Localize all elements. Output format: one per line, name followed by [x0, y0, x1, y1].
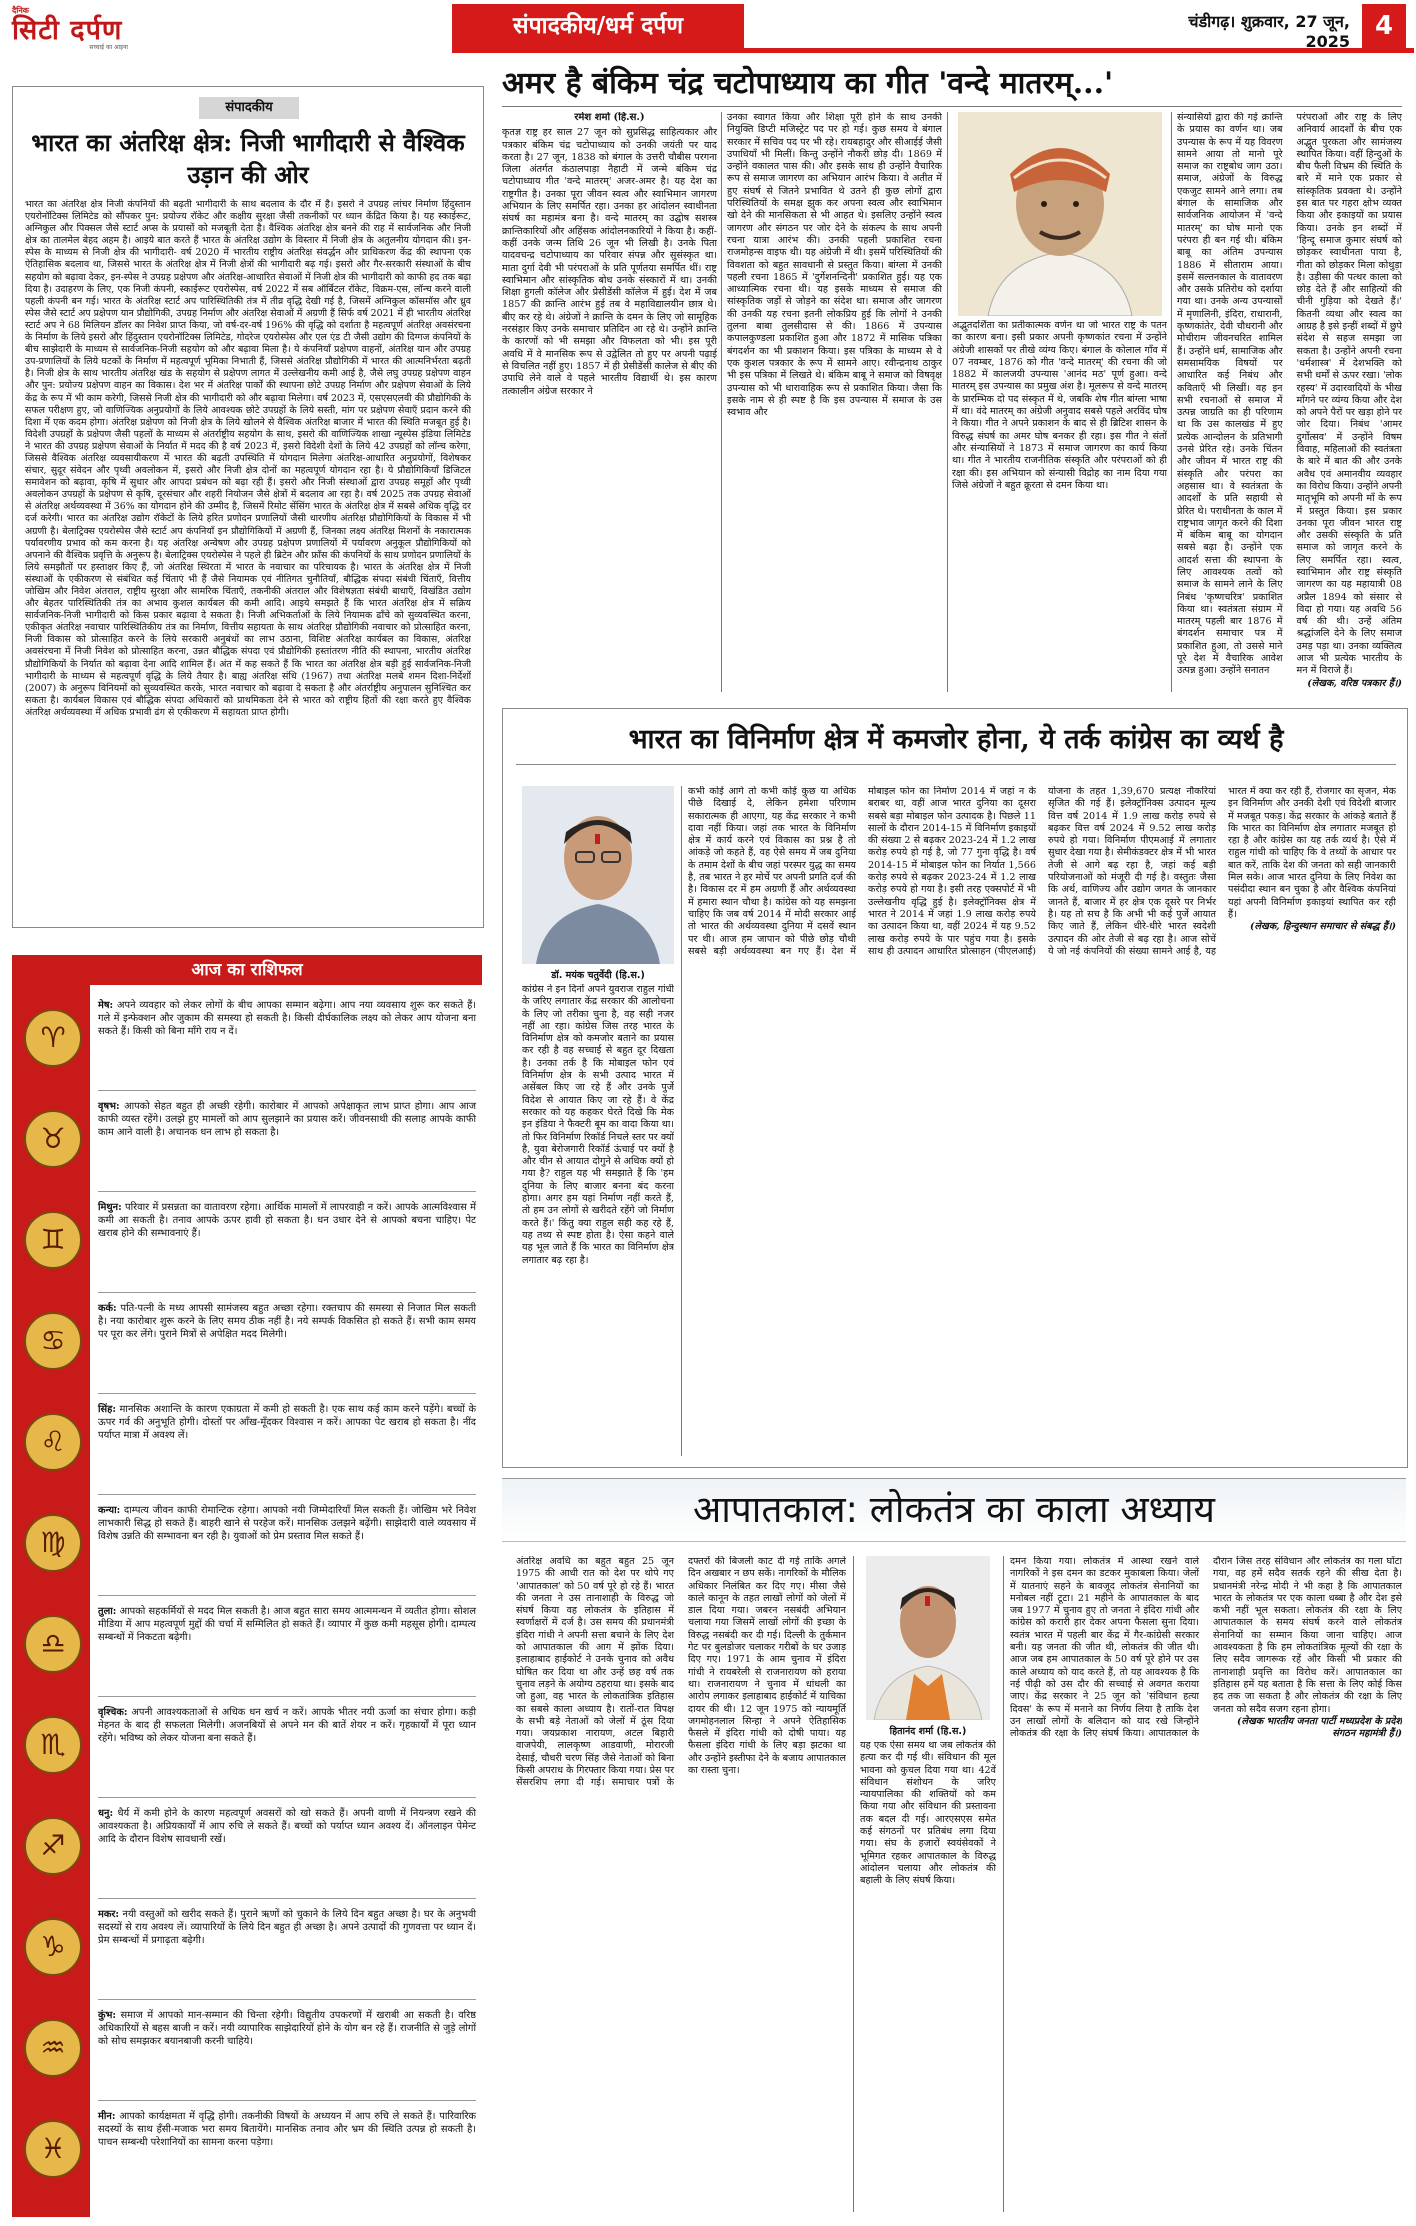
- story3-columns-left: [516, 1556, 846, 2212]
- story1-column-b: [727, 112, 942, 692]
- rashi-text: परिवार में प्रसन्नता का वातावरण रहेगा। आर्थिक मामलों में लापरवाही न करें। आपके आत्मविश्वास में कमी आ सकती है। तनाव आपके ऊपर हावी हो सकता है। धन उधार देने से आपको बचना चाहिए। पेट खराब होने की सम्भावनाएं हैं।: [98, 1202, 476, 1240]
- story1-text-e: परंपराओं और राष्ट्र के लिए अनिवार्य आदर्शों के बीच एक अद्भुत पुरकता और सामंजस्य स्थापित किया। वहीं हिन्दुओं के बीच फैली विभ्रम की स्थिति के बारे में माने एक प्रकार से सांस्कृतिक प्रवक्ता थे। उन्होंने इस बात पर गहरा क्षोभ व्यक्त किया और इकाइयों का प्रयास किया। उनके इन शब्दों में 'हिन्दू समाज कुमार संघर्ष को छोड़कर स्वाधीनता पाया है, गीता को छोड़कर मिला कोथुड़ा है। उड़ीसा की पत्थर काला को छोड़ देते हैं और साहित्यों की चीनी गुड़िया को देखते हैं।' कितनी व्यथा और स्वत्व का आग्रह है इसे इन्हीं शब्दों में छुपे संदेश से सहज समझा जा सकता है। उन्होंने अपनी रचना 'धर्मशास्त्र' में देशभक्ति को सभी धर्मों से ऊपर रखा। 'लोक रहस्य' में उदारवादियों के भीख माँगने पर व्यंग्य किया और देश को अपने पैरों पर खड़ा होने पर जोर दिया। निबंध 'आमर दुर्गोत्सव' में उन्होंने विषम विवाह, महिलाओं की स्वतंत्रता के बारे में बात की और उनके अवैध एवं अमानवीय व्यवहार का विरोध किया। उन्होंने अपनी मातृभूमि को अपनी माँ के रूप में प्रस्तुत किया। इस प्रकार उनका पूरा जीवन भारत राष्ट्र और उसकी संस्कृति के प्रति समाज को जागृत करने के लिए समर्पित रहा। स्वत्व, स्वाभिमान और राष्ट्र संस्कृति जागरण का यह महायात्री 08 अप्रैल 1894 को संसार से विदा हो गया। यह अवधि 56 वर्ष की थी। उन्हें अंतिम श्रद्धांजलि देने के लिए समाज उमड़ पड़ा था। उनका व्यक्तित्व आज भी प्रत्येक भारतीय के मन में विराजे हैं।: [1296, 112, 1402, 677]
- story2-headline: भारत का विनिर्माण क्षेत्र में कमजोर होना, ये तर्क कांग्रेस का व्यर्थ है: [516, 716, 1396, 765]
- masthead: [0, 0, 1416, 58]
- story2-signoff: (लेखक, हिन्दुस्थान समाचार से संबद्ध हैं।): [1249, 921, 1396, 933]
- editorial-label: संपादकीय: [199, 97, 299, 119]
- story1-signoff: (लेखक, वरिष्ठ पत्रकार हैं।): [1307, 677, 1402, 689]
- rashifal-item: [98, 999, 476, 1039]
- rashi-text: दाम्पत्य जीवन काफी रोमान्टिक रहेगा। आपको नयी जिम्मेदारियाँ मिल सकती हैं। जोखिम भरे निवेश लाभकारी सिद्ध हो सकते हैं। बाहरी खाने से परहेज करें। मानसिक उलझने बढ़ेंगी। साझेदारी वाले व्यवसाय में विशेष उन्नति की सम्भावना बन रही है। युवाओं को प्रेम प्रस्ताव मिल सकते हैं।: [98, 1505, 476, 1543]
- bankim-portrait-image: [958, 112, 1162, 316]
- gemini-icon: ♊: [24, 1211, 82, 1269]
- rashi-text: पति-पत्नी के मध्य आपसी सामंजस्य बहुत अच्छा रहेगा। रक्तचाप की समस्या से निजात मिल सकती है। नया कारोबार शुरू करने के लिए समय ठीक नहीं है। नये सम्पर्क विकसित हो सकते हैं। सभी काम समय पर पूरा कर लेंगे। पुराने मित्रों से अपेक्षित मदद मिलेगी।: [98, 1303, 476, 1341]
- story3-text-right: दमन किया गया। लोकतंत्र में आस्था रखने वाले नागरिकों ने इस दमन का डटकर मुकाबला किया। जेलों में यातनाएं सहने के बावजूद लोकतंत्र सेनानियों का मनोबल नहीं टूटा। 21 महीने के आपातकाल के बाद जब 1977 में चुनाव हुए तो जनता ने इंदिरा गांधी और कांग्रेस को करारी हार देकर अपना फैसला सुना दिया। स्वतंत्र भारत में पहली बार केंद्र में गैर-कांग्रेसी सरकार बनी। यह जनता की जीत थी, लोकतंत्र की जीत थी। आज जब हम आपातकाल के 50 वर्ष पूरे होने पर उस काले अध्याय को याद करते हैं, तो यह आवश्यक है कि नई पीढ़ी को उस दौर की सच्चाई से अवगत कराया जाए। केंद्र सरकार ने 25 जून को 'संविधान हत्या दिवस' के रूप में मनाने का निर्णय लिया है ताकि देश उन लाखों लोगों के बलिदान को याद रखे जिन्होंने लोकतंत्र की रक्षा के लिए संघर्ष किया। आपातकाल के दौरान जिस तरह संविधान और लोकतंत्र का गला घोंटा गया, वह हमें सदैव सतर्क रहने की सीख देता है। प्रधानमंत्री नरेन्द्र मोदी ने भी कहा है कि आपातकाल भारत के लोकतंत्र पर एक काला धब्बा है और देश इसे कभी नहीं भूल सकता। लोकतंत्र की रक्षा के लिए आपातकाल के समय संघर्ष करने वाले लोकतंत्र सेनानियों का सम्मान किया जाना चाहिए। आज आवश्यकता है कि हम लोकतांत्रिक मूल्यों की रक्षा के लिए सदैव जागरूक रहें और किसी भी प्रकार की तानाशाही प्रवृत्ति का विरोध करें। आपातकाल का इतिहास हमें यह बताता है कि सत्ता के लिए कोई किस हद तक जा सकता है और लोकतंत्र की रक्षा के लिए जनता को सदैव सजग रहना होगा।: [1010, 1556, 1402, 1740]
- rashifal-item: [98, 1504, 476, 1544]
- story2-text-1: कांग्रेस ने इन दिनों अपने युवराज राहुल गांधी के जरिए लगातार केंद्र सरकार की आलोचना के लिए जो तरीका चुना है, वह सही नजर नहीं आ रहा। कांग्रेस जिस तरह भारत के विनिर्माण क्षेत्र को कमजोर बताने का प्रयास कर रही है वह सच्चाई से बहुत दूर दिखता है। उनका तर्क है कि मोबाइल फोन एवं विनिर्माण क्षेत्र के सभी उत्पाद भारत में असेंबल किए जा रहे हैं और उनके पुर्जे विदेश से आयात किए जा रहे हैं। वे केंद्र सरकार को यह कहकर घेरते दिखे कि मेक इन इंडिया ने फैक्टरी बूम का वादा किया था। तो फिर विनिर्माण रिकॉर्ड निचले स्तर पर क्यों है, युवा बेरोजगारी रिकॉर्ड ऊंचाई पर क्यों है और चीन से आयात दोगुने से अधिक क्यों हो गया है? राहुल यह भी समझाते हैं कि 'हम दुनिया के लिए बाजार बनना बंद करना होगा। अगर हम यहां निर्माण नहीं करते हैं, तो हम उन लोगों से खरीदते रहेंगे जो निर्माण करते हैं।' किंतु क्या राहुल सही कह रहे हैं, यह तथ्य से स्पष्ट होता है। ऐसा कहने वाले यह भूल जाते हैं कि भारत का विनिर्माण क्षेत्र लगातार बढ़ रहा है।: [522, 984, 674, 1266]
- story1-column-d: [1177, 112, 1402, 692]
- rashi-separator: [98, 1898, 476, 1899]
- story1-text-c: अद्भुतदर्शिता का प्रतीकात्मक वर्णन था जो भारत राष्ट्र के पतन का कारण बना। इसी प्रकार अपनी कृष्णकांत रचना में उन्होंने अंग्रेजी शासकों पर तीखे व्यंग्य किए। बंगाल के कोलाल गाँव में 07 नवम्बर, 1876 को गीत 'वन्दे मातरम्' की रचना की जो 1882 में कालजयी उपन्यास 'आनंद मठ' पूर्ण हुआ। वन्दे मातरम् इस उपन्यास का प्रमुख अंश है। मूलरूप से वन्दे मातरम् के प्रारम्भिक दो पद संस्कृत में थे, जबकि शेष गीत बांग्ला भाषा में था। वंदे मातरम् का अंग्रेजी अनुवाद सबसे पहले अरविंद घोष ने किया। गीत ने अपने प्रकाशन के बाद से ही ब्रिटिश शासन के विरुद्ध संघर्ष का अमर घोष बनकर ही रहा। इस गीत ने संतों और संन्यासियों ने 1873 में समाज जागरण का कार्य किया था। गीत ने भारतीय राजनीतिक संस्कृति और परंपराओं को ही रक्षा की। इस अभियान को संन्यासी विद्रोह का नाम दिया गया जिसे अंग्रेजों ने बहुत क्रूरता से दमन किया था।: [952, 320, 1167, 491]
- rashi-separator: [98, 2100, 476, 2101]
- virgo-icon: ♍: [24, 1514, 82, 1572]
- rashi-name: कन्या:: [98, 1505, 121, 1516]
- rashi-name: मकर:: [98, 1909, 120, 1920]
- rashi-text: आपको सेहत बहुत ही अच्छी रहेगी। कारोबार में आपको अपेक्षाकृत लाभ प्राप्त होगा। आप आज काफी व्यस्त रहेंगे। उलझे हुए मामलों को आप सुलझाने का प्रयास करें। जीवनसाथी की सलाह आपके काफी काम आने वाली है। अचानक धन लाभ हो सकता है।: [98, 1101, 476, 1139]
- dateline: चंडीगढ़। शुक्रवार, 27 जून, 2025: [1188, 12, 1350, 51]
- rashi-name: तुला:: [98, 1606, 117, 1617]
- rashi-name: मिथुन:: [98, 1202, 122, 1213]
- rashifal-item: [98, 2009, 476, 2049]
- story3-columns-right: [1010, 1556, 1402, 2212]
- rashi-text: आपको कार्यक्षमता में वृद्धि होगी। तकनीकी विषयों के अध्ययन में आप रुचि ले सकते हैं। पारिवारिक सदस्यों के साथ हँसी-मजाक भरा समय बितायेंगे। मानसिक तनाव और भ्रम की स्थिति उत्पन्न हो सकती है। पाचन सम्बन्धी परेशानियों का सामना करना पड़ेगा।: [98, 2111, 476, 2149]
- aries-icon: ♈: [24, 1009, 82, 1067]
- rashi-separator: [98, 1494, 476, 1495]
- editorial-headline: भारत का अंतरिक्ष क्षेत्र: निजी भागीदारी से वैश्विक उड़ान की ओर: [31, 128, 465, 189]
- rashi-separator: [98, 1393, 476, 1394]
- rashi-name: कुंभ:: [98, 2010, 117, 2021]
- rashi-name: मीन:: [98, 2111, 116, 2122]
- story3-text-left: अंतरिक्ष अवधि का बहुत बहुत 25 जून 1975 की आधी रात को देश पर थोपे गए 'आपातकाल' को 50 वर्ष पूरे हो रहे हैं। भारत की जनता ने उस तानाशाही के विरुद्ध जो संघर्ष किया वह लोकतंत्र के इतिहास में स्वर्णाक्षरों में दर्ज है। उस समय की प्रधानमंत्री इंदिरा गांधी ने अपनी सत्ता बचाने के लिए देश को आपातकाल की आग में झोंक दिया। इलाहाबाद हाईकोर्ट ने उनके चुनाव को अवैध घोषित कर दिया था और उन्हें छह वर्ष तक चुनाव लड़ने के अयोग्य ठहराया था। इसके बाद जो हुआ, वह भारत के लोकतांत्रिक इतिहास का सबसे काला अध्याय है। रातों-रात विपक्ष के सभी बड़े नेताओं को जेलों में ठूंस दिया गया। जयप्रकाश नारायण, अटल बिहारी वाजपेयी, लालकृष्ण आडवाणी, मोरारजी देसाई, चौधरी चरण सिंह जैसे नेताओं को बिना किसी अपराध के गिरफ्तार किया गया। प्रेस पर सेंसरशिप लगा दी गई। समाचार पत्रों के दफ्तरों की बिजली काट दी गई ताकि अगले दिन अखबार न छप सकें। नागरिकों के मौलिक अधिकार निलंबित कर दिए गए। मीसा जैसे काले कानून के तहत लाखों लोगों को जेलों में डाल दिया गया। जबरन नसबंदी अभियान चलाया गया जिसमें लाखों लोगों की इच्छा के विरुद्ध नसबंदी कर दी गई। दिल्ली के तुर्कमान गेट पर बुलडोजर चलाकर गरीबों के घर उजाड़ दिए गए। 1971 के आम चुनाव में इंदिरा गांधी ने रायबरेली से राजनारायण को हराया था। राजनारायण ने चुनाव में धांधली का आरोप लगाकर इलाहाबाद हाईकोर्ट में याचिका दायर की थी। 12 जून 1975 को न्यायमूर्ति जगमोहनलाल सिन्हा ने अपने ऐतिहासिक फैसले में इंदिरा गांधी को दोषी पाया। यह फैसला इंदिरा गांधी के लिए बड़ा झटका था और उन्होंने इस्तीफा देने के बजाय आपातकाल का रास्ता चुना।: [516, 1556, 846, 1789]
- story1-text-b: उनका स्वागत किया और शिक्षा पूरी होने के साथ उनकी नियुक्ति डिप्टी मजिस्ट्रेट पद पर हो गई। कुछ समय वे बंगाल सरकार में सचिव पद पर भी रहे। रायबहादुर और सीआईई जैसी उपाधियाँ भी मिलीं। किन्तु उन्होंने नौकरी छोड़ दी। 1869 में उन्होंने वकालत पास की। और इसके साथ ही उन्होंने वैचारिक रूप से समाज जागरण का अभियान आरंभ किया। वे अतीत में हुए संघर्ष से जितने प्रभावित थे उतने ही कुछ लोगों द्वारा परिस्थितियों के समक्ष झुक कर अपना स्वत्व और स्वाभिमान खो देने की मानसिकता से भी आहत थे। इसलिए उन्होंने स्वत्व जागरण और संगठन पर जोर देने के संकल्प के साथ अपनी रचना यात्रा आरंभ की। उनकी पहली प्रकाशित रचना राजमोहन्स वाइफ थी। यह अंग्रेजी में थी। इसमें परिस्थितियों की विवशता को बहुत सावधानी से प्रस्तुत किया। बांग्ला में उनकी पहली रचना 1865 में 'दुर्गेशनन्दिनी' प्रकाशित हुई। यह एक आध्यात्मिक रचना थी। यह इसके माध्यम से समाज की सांस्कृतिक जड़ों से जोड़ने का संदेश था। समाज और जागरण की उनकी यह रचना इतनी लोकप्रिय हुई कि लोगों ने उनकी तुलना बाबा तुलसीदास से की। 1866 में उपन्यास कपालकुण्डला प्रकाशित हुआ और 1872 में मासिक पत्रिका बंगदर्शन का भी प्रकाशन किया। इस पत्रिका के माध्यम से वे एक कुशल पत्रकार के रूप में सामने आए। रवीन्द्रनाथ ठाकुर भी इस पत्रिका में लिखते थे। बंकिम बाबू ने समाज को विषवृक्ष उपन्यास को भी धारावाहिक रूप से प्रकाशित किया। जैसा कि इसके नाम से ही स्पष्ट है कि इस उपन्यास में समाज के उस स्वभाव और: [727, 112, 942, 419]
- logo-name: सिटी दर्पण: [12, 15, 123, 46]
- cancer-icon: ♋: [24, 1312, 82, 1370]
- rashi-name: सिंह:: [98, 1404, 116, 1415]
- section-title: संपादकीय/धर्म दर्पण: [452, 4, 744, 48]
- story1-text-d: संन्यासियों द्वारा की गई क्रान्ति के प्रयास का वर्णन था। जब उपन्यास के रूप में यह विवरण सामने आया तो मानो पूरे समाज का राष्ट्रबोध जाग उठा। समाज, अंग्रेजों के विरुद्ध एकजुट सामने आने लगा। तब बंगाल के सामाजिक और सार्वजनिक आयोजन में 'वन्दे मातरम्' का घोष मानो एक परंपरा ही बन गई थी। बंकिम बाबू का अंतिम उपन्यास 1886 में सीताराम आया। इसमें सल्तनकाल के वातावरण और उसके प्रतिरोध को दर्शाया गया था। उनके अन्य उपन्यासों में मृणालिनी, इंदिरा, राधारानी, कृष्णकांतेर, देवी चौधरानी और मोचीराम जीवनचरित शामिल हैं। उन्होंने धर्म, सामाजिक और समसामयिक विषयों पर आधारित कई निबंध और कविताएँ भी लिखीं। वह इन सभी रचनाओं से समाज में उत्पन्न जाग्रति का ही परिणाम था कि उस कालखंड में हुए प्रत्येक आन्दोलन के प्रतिभागी उनसे प्रेरित रहे। उनके चिंतन और जीवन में भारत राष्ट्र की संस्कृति और परंपरा का अहसास था। वे स्वतंत्रता के आदर्शों के प्रति सहायी से प्रेरित थे। पराधीनता के काल में राष्ट्रभाव जागृत करने की दिशा में बंकिम बाबू का योगदान सबसे बढ़ा है। उन्होंने एक आदर्श सत्ता की स्थापना के लिए आवश्यक तत्वों को समाज के सामने लाने के लिए निबंध 'कृष्णचरित्र' प्रकाशित किया था। स्वतंत्रता संग्राम में मातरम् पहली बार 1876 में बंगदर्शन समाचार पत्र में प्रकाशित हुआ, तो उससे माने पूरे देश में वैचारिक आवेश उत्पन्न हुआ। उन्होंने सनातन: [1177, 112, 1283, 677]
- rashifal-item: [98, 2110, 476, 2150]
- story3-column-3: [860, 1740, 996, 2212]
- rashi-separator: [98, 1191, 476, 1192]
- rashi-separator: [98, 1999, 476, 2000]
- hitanand-author-photo: [866, 1556, 990, 1720]
- rashifal-title: आज का राशिफल: [12, 955, 482, 985]
- editorial-box: [12, 86, 484, 928]
- rashi-text: अपनी आवश्यकताओं से अधिक धन खर्च न करें। आपके भीतर नयी ऊर्जा का संचार होगा। कड़ी मेहनत के बाद ही सफलता मिलेगी। अजनबियों से अपने मन की बातें शेयर न करें। गृहकार्यों में पूरा ध्यान रहेंगे। भविष्य को लेकर योजना बना सकते हैं।: [98, 1707, 476, 1745]
- rashifal-item: [98, 1201, 476, 1241]
- rashi-name: मेष:: [98, 1000, 114, 1011]
- rashi-text: अपने व्यवहार को लेकर लोगों के बीच आपका सम्मान बढ़ेगा। आप नया व्यवसाय शुरू कर सकते हैं। गले में इन्फेक्शन और जुकाम की समस्या हो सकती है। किसी दीर्घकालिक लक्ष्य को लेकर आप योजना बना सकते हैं। किसी को बिना माँगे राय न दें।: [98, 1000, 476, 1038]
- sagittarius-icon: ♐: [24, 1817, 82, 1875]
- rashi-text: समाज में आपको मान-सम्मान की चिन्ता रहेगी। विद्युतीय उपकरणों में खराबी आ सकती है। वरिष्ठ अधिकारियों से बहस बाजी न करें। नयी व्यापारिक साझेदारियों होने के योग बन रहे हैं। राजनीति से जुड़े लोगों को सोच समझकर बयानबाजी करनी चाहिये।: [98, 2010, 476, 2048]
- rashi-separator: [98, 1595, 476, 1596]
- rashi-text: आपको सहकर्मियों से मदद मिल सकती है। आज बहुत सारा समय आत्ममन्थन में व्यतीत होगा। सोशल मीडिया में आप महत्वपूर्ण मुद्दों की चर्चा में सम्मिलित हो सकते हैं। व्यापार में कुछ कमी महसूस होगी। दाम्पत्य सम्बन्धों में निकटता बढ़ेगी।: [98, 1606, 476, 1644]
- story1-column-a: [502, 112, 717, 692]
- rashi-name: कर्क:: [98, 1303, 117, 1314]
- story3-signoff: (लेखक भारतीय जनता पार्टी मध्यप्रदेश के प्रदेश संगठन महामंत्री हैं।): [1236, 1715, 1402, 1740]
- taurus-icon: ♉: [24, 1110, 82, 1168]
- rashi-separator: [98, 1797, 476, 1798]
- rashi-text: मानसिक अशान्ति के कारण एकाग्रता में कमी हो सकती है। एक साथ कई काम करने पड़ेंगे। बच्चों के ऊपर गर्व की अनुभूति होगी। दोस्तों पर आँख-मूँदकर विश्वास न करें। आपका पेट खराब हो सकता है। नींद पर्याप्त मात्रा में अवश्य लें।: [98, 1404, 476, 1442]
- rashi-name: वृश्चिक:: [98, 1707, 128, 1718]
- capricorn-icon: ♑: [24, 1918, 82, 1976]
- rashi-separator: [98, 1696, 476, 1697]
- rashifal-item: [98, 1302, 476, 1342]
- story3-headline: आपातकाल: लोकतंत्र का काला अध्याय: [502, 1478, 1406, 1542]
- rashifal-item: [98, 1100, 476, 1140]
- story1-headline: अमर है बंकिम चंद्र चटोपाध्याय का गीत 'वन्दे मातरम्...': [502, 66, 1114, 101]
- libra-icon: ♎: [24, 1615, 82, 1673]
- page-number: 4: [1362, 4, 1406, 48]
- pisces-icon: ♓: [24, 2120, 82, 2178]
- story2-columns: [688, 786, 1396, 1456]
- rashifal-item: [98, 1605, 476, 1645]
- rashi-name: धनु:: [98, 1808, 114, 1819]
- rashifal-item: [98, 1807, 476, 1847]
- story1-byline: रमेश शर्मा (हि.स.): [574, 112, 645, 123]
- logo-small-text: दैनिक: [12, 6, 29, 15]
- story1-column-c: [952, 320, 1167, 692]
- story3-author-caption: हितानंद शर्मा (हि.स.): [889, 1726, 967, 1737]
- story2-text-rest: कभी कोई आगे तो कभी कोई कुछ या अधिक पीछे दिखाई दे, लेकिन हमेशा परिणाम सकारात्मक ही आएगा, यह केंद्र सरकार ने कभी दावा नहीं किया। जहां तक भारत के विनिर्माण क्षेत्र में कार्य करने एवं विकास का प्रश्न है तो आंकड़े जो कहते हैं, वह ऐसे समय में जब दुनिया के तमाम देशों के बीच जहां परस्पर युद्ध का समय है, तब भारत ने हर मोर्चे पर अपनी प्रगति दर्ज की है। विकास दर में हम अग्रणी हैं और अर्थव्यवस्था में हमारा स्थान चौथा है। कांग्रेस को यह समझना चाहिए कि जब वर्ष 2014 में मोदी सरकार आई तो भारत की अर्थव्यवस्था दुनिया में दसवें स्थान पर थी। आज हम जापान को पीछे छोड़ चौथी सबसे बड़ी अर्थव्यवस्था बन गए हैं। देश में मोबाइल फोन का निर्माण 2014 में जहां न के बराबर था, वहीं आज भारत दुनिया का दूसरा सबसे बड़ा मोबाइल फोन उत्पादक है। पिछले 11 सालों के दौरान 2014-15 में विनिर्माण इकाइयों की संख्या 2 से बढ़कर 2023-24 में 1.2 लाख करोड़ रुपये हो गई है, जो 77 गुना वृद्धि है। वर्ष 2014-15 में मोबाइल फोन का निर्यात 1,566 करोड़ रुपये से बढ़कर 2023-24 में 1.2 लाख करोड़ रुपये हो गया है। इसी तरह एक्सपोर्ट में भी उल्लेखनीय वृद्धि हुई है। इलेक्ट्रॉनिक्स क्षेत्र में भारत ने 2014 में जहां 1.9 लाख करोड़ रुपये का उत्पादन किया था, वहीं 2024 में यह 9.52 लाख करोड़ रुपये के पार पहुंच गया है। इसके साथ ही उत्पादन आधारित प्रोत्साहन (पीएलआई) योजना के तहत 1,39,670 प्रत्यक्ष नौकरियां सृजित की गई हैं। इलेक्ट्रॉनिक्स उत्पादन मूल्य वित्त वर्ष 2014 में 1.9 लाख करोड़ रुपये से बढ़कर वित्त वर्ष 2024 में 9.52 लाख करोड़ रुपये हो गया। विनिर्माण पीएमआई में लगातार सुधार देखा गया है। सेमीकंडक्टर क्षेत्र में भी भारत तेजी से आगे बढ़ रहा है, जहां कई बड़ी परियोजनाओं को मंजूरी दी गई है। वस्तुतः जैसा कि अर्थ, वाणिज्य और उद्योग जगत के जानकार जानते हैं, बाजार में हर क्षेत्र एक दूसरे पर निर्भर है। यह तो सच है कि अभी भी कई पुर्जे आयात किए जाते हैं, लेकिन धीरे-धीरे भारत स्वदेशी उत्पादन की ओर तेजी से बढ़ रहा है। आज सोचें ये जो नई कंपनियों की संख्या सामने आई है, यह भारत में क्या कर रही हैं, रोजगार का सृजन, मेक इन विनिर्माण और उनकी देशी एवं विदेशी बाजार में मजबूत पकड़। केंद्र सरकार के आंकड़े बताते हैं कि भारत का विनिर्माण क्षेत्र लगातार मजबूत हो रहा है और कांग्रेस का यह तर्क व्यर्थ है। ऐसे में राहुल गांधी को चाहिए कि वे तथ्यों के आधार पर बात करें, ताकि देश की जनता को सही जानकारी मिल सके। आज भारत दुनिया के लिए निवेश का पसंदीदा स्थान बन चुका है और वैश्विक कंपनियां यहां अपनी विनिर्माण इकाइयां स्थापित कर रही हैं।: [688, 786, 1396, 957]
- story2-column-1: [522, 984, 674, 1456]
- rashi-text: नयी वस्तुओं को खरीद सकते हैं। पुराने ऋणों को चुकाने के लिये दिन बहुत अच्छा है। घर के अनुभवी सदस्यों से राय अवश्य लें। व्यापारियों के लिये दिन बहुत ही अच्छा है। अपने उत्पादों की गुणवत्ता पर ध्यान दें। प्रेम सम्बन्धों में प्रगाढ़ता बढ़ेगी।: [98, 1909, 476, 1947]
- editorial-body: भारत का अंतरिक्ष क्षेत्र निजी कंपनियों की बढ़ती भागीदारी के साथ बदलाव के दौर में है। इसरो ने उपग्रह लांचर निर्माण हिंदुस्तान एयरोनॉटिक्स लिमिटेड को सौंपकर पुन: प्रयोज्य रॉकेट और कक्षीय सुरक्षा जैसी तकनीकों पर ध्यान केंद्रित किया है। यह स्काईरूट, अग्निकुल और पिक्सल जैसे स्टार्ट अप्स के प्रयासों को मजबूती देता है। वैश्विक अंतरिक्ष क्षेत्र बनने की राह में सार्वजनिक और निजी क्षेत्र का तालमेल बेहद अहम है। आइये बात करते हैं भारत के अंतरिक्ष उद्योग के विस्तार में निजी क्षेत्र के अतुलनीय योगदान की। इन-स्पेस के माध्यम से निजी क्षेत्र की भागीदारी- वर्ष 2020 में भारतीय राष्ट्रीय अंतरिक्ष संवर्द्धन और प्राधिकरण केंद्र की स्थापना एक ऐतिहासिक बदलाव था, जिससे भारत के अंतरिक्ष क्षेत्र में निजी क्षेत्रों की भागीदारी बढ़ गई। इसरो और गैर-सरकारी संस्थाओं के बीच सहयोग को बढ़ावा देकर, इन-स्पेस ने उपग्रह प्रक्षेपण और अंतरिक्ष-आधारित सेवाओं में निजी क्षेत्र की भागीदारी को काफी हद तक बढ़ा दिया है। उदाहरण के लिए, एक निजी कंपनी, स्काईरूट एयरोस्पेस, वर्ष 2022 में सब ऑर्बिटल रॉकेट, विक्रम-एस, लॉन्च करने वाली पहली कंपनी बन गई। भारत के अंतरिक्ष स्टार्ट अप पारिस्थितिकी तंत्र में तीव्र वृद्धि देखी गई है, जिसमें अग्निकुल कॉसमॉस और ध्रुव स्पेस जैसे स्टार्ट अप प्रक्षेपण यान प्रौद्योगिकी, उपग्रह निर्माण और अंतरिक्ष सेवाओं में अग्रणी हैं सिर्फ वर्ष 2021 में ही भारतीय अंतरिक्ष स्टार्ट अप ने 68 मिलियन डॉलर का निवेश प्राप्त किया, जो वर्ष-दर-वर्ष 196% की वृद्धि को दर्शाता है महत्वपूर्ण अंतरिक्ष अवसंरचना के निर्माण के लिये इसरो और हिंदुस्तान एयरोनॉटिक्स लिमिटेड, गोदरेज एयरोस्पेस और एल एंड टी जैसी उद्योग की दिग्गज कंपनियों के बीच साझेदारी के माध्यम से सार्वजनिक-निजी सहयोग को और बढ़ावा मिला है। ये कंपनियाँ प्रक्षेपण वाहनों, अंतरिक्ष यान और उपग्रह उप-प्रणालियों के लिये घटकों के निर्माण में महत्वपूर्ण भूमिका निभाती हैं, जिससे अंतरिक्ष प्रौद्योगिकी में भारत की आत्मनिर्भरता बढ़ती है। निजी क्षेत्र के साथ भारतीय अंतरिक्ष खंड के सहयोग से प्रक्षेपण लागत में उल्लेखनीय कमी आई है, जैसे लघु उपग्रह प्रक्षेपण वाहन और पुन: प्रयोज्य प्रक्षेपण वाहन का विकास। देश भर में अंतरिक्ष पार्कों की स्थापना छोटे उपग्रह निर्माण और प्रक्षेपण सेवाओं के लिये केंद्र के रूप में भी काम करेगी, जिससे निजी क्षेत्र की भागीदारी को और बढ़ावा मिलेगा। वर्ष 2023 में, एसएसएलवी की प्रौद्योगिकी के सफल परीक्षण हुए, जो वाणिज्यिक अनुप्रयोगों के लिये आवश्यक छोटे उपग्रहों के लिये सस्ती, मांग पर प्रक्षेपण सेवाएँ प्रदान करने की दिशा में एक कदम होगा। अंतरिक्ष प्रक्षेपण को निजी क्षेत्र के लिये खोलने से वैश्विक अंतरिक्ष बाजार में भारत की स्थिति मजबूत हुई है। विदेशी उपग्रहों के प्रक्षेपण जैसी पहलों के माध्यम से अंतर्राष्ट्रीय सहयोग के साथ, इसरो की वाणिज्यिक शाखा न्यूस्पेस इंडिया लिमिटेड ने भारत की उपग्रह प्रक्षेपण सेवाओं के निर्यात में मदद की है वर्ष 2023 में, इसरो विदेशी देशों के लिये 42 उपग्रहों को लॉन्च करेगा, जिससे वैश्विक अंतरिक्ष व्यवसायीकरण में भारत की बढ़ती उपस्थिति में योगदान मिलेगा अंतरिक्ष-आधारित अनुप्रयोगों, विशेषकर संचार, सुदूर संवेदन और पृथ्वी अवलोकन में, इसरो और निजी क्षेत्र दोनों का महत्वपूर्ण योगदान रहा है। ये प्रौद्योगिकियाँ डिजिटल समावेशन को बढ़ावा, कृषि में सुधार और आपदा प्रबंधन को बढ़ा रही हैं। इसरो और निजी संस्थाओं द्वारा उपग्रह समूहों और पृथ्वी अवलोकन उपग्रहों के प्रक्षेपण से कृषि, दूरसंचार और शहरी नियोजन जैसे क्षेत्रों में बदलाव आ रहा है। वर्ष 2025 तक उपग्रह सेवाओं से अंतरिक्ष अर्थव्यवस्था में 36% का योगदान होने की उम्मीद है, जिसमें रिमोट सेंसिंग भारत के अंतरिक्ष क्षेत्र में सबसे अधिक वृद्धि दर दर्ज करेगी। भारत का अंतरिक्ष उद्योग रॉकेटों के लिये हरित प्रणोदन प्रणालियों जैसी धारणीय अंतरिक्ष प्रौद्योगिकियों के विकास में भी अग्रणी है। बेलाट्रिक्स एयरोस्पेस जैसे स्टार्ट अप कंपनियाँ इन प्रौद्योगिकियों में अग्रणी हैं, जिनका लक्ष्य अंतरिक्ष मिशनों के नकारात्मक पर्यावरणीय प्रभाव को कम करना है। यह अंतरिक्ष अन्वेषण और उपग्रह प्रक्षेपण प्रणालियों में पर्यावरण अनुकूल प्रौद्योगिकियों को अपनाने की वैश्विक प्रवृत्ति के अनुरूप है। बेलाट्रिक्स एयरोस्पेस ने पहले ही ब्रिटेन और फ्राँस की कंपनियों के साथ प्रणोदन प्रणालियों के लिये समझौतों पर हस्ताक्षर किए हैं, जो अंतरिक्ष स्थिरता में भारत के नवाचार का परिचायक है। भारत के अंतरिक्ष क्षेत्र में निजी संस्थाओं के एकीकरण से संबंधित कई चिंताएं भी हैं जैसे नियामक एवं नीतिगत चुनौतियाँ, बौद्धिक संपदा संबंधी चिंताएँ, वित्तीय जोखिम और निवेश अंतराल, राष्ट्रीय सुरक्षा और सामरिक चिंताएँ, तकनीकी अंतराल और विशेषज्ञता संबंधी बाधाएँ, विखंडित उद्योग और बेहतर पारिस्थितिकी तंत्र का अभाव कुशल कार्यबल की कमी आदि। आइये समझते हैं कि भारत अंतरिक्ष क्षेत्र में सक्रिय सार्वजनिक-निजी भागीदारी को किस प्रकार बढ़ावा दे सकता है। निजी अभिकर्ताओं के लिये नियामक ढाँचे को सुव्यवस्थित करना, एकीकृत अंतरिक्ष नवाचार पारिस्थितिकीय तंत्र का निर्माण, वित्तीय सहायता के साथ अंतरिक्ष प्रौद्योगिकी नवाचार को प्रोत्साहित करना, निजी विकास को प्रोत्साहित करने के लिये सरकारी अनुबंधों का लाभ उठाना, विशिष्ट अंतरिक्ष कार्यबल का विकास, अंतरिक्ष अवसंरचना में निजी निवेश को प्रोत्साहित करना, उन्नत बौद्धिक संपदा एवं प्रौद्योगिकी हस्तांतरण नीति की स्थापना, भारतीय अंतरिक्ष प्रौद्योगिकियों के निर्यात को बढ़ावा देना आदि शामिल हैं। अंत में कह सकते हैं कि भारत का अंतरिक्ष क्षेत्र बड़ी हुई सार्वजनिक-निजी भागीदारी के माध्यम से महत्वपूर्ण वृद्धि के लिये तैयार है। बाह्य अंतरिक्ष संधि (1967) तथा अंतरिक्ष मलबे शमन दिशा-निर्देशों (2007) के अनुरूप विनियमों को सुव्यवस्थित करके, भारत नवाचार को बढ़ावा दे सकता है और अंतर्राष्ट्रीय अनुपालन सुनिश्चित कर सकता है। कार्यबल विकास एवं बौद्धिक संपदा अधिकारों को प्राथमिकता देने से भारत को राष्ट्रीय हितों की रक्षा करते हुए वैश्विक अंतरिक्ष अर्थव्यवस्था में अधिक प्रभावी ढंग से एकीकरण में सहायता प्राप्त होगी।: [25, 199, 471, 718]
- story2-author-caption: डॉ. मयंक चतुर्वेदी (हि.स.): [551, 970, 645, 981]
- logo-tagline: सच्चाई का आइना: [89, 44, 128, 51]
- scorpio-icon: ♏: [24, 1716, 82, 1774]
- rashi-name: वृषभ:: [98, 1101, 120, 1112]
- aquarius-icon: ♒: [24, 2019, 82, 2077]
- rashi-text: धैर्य में कमी होने के कारण महत्वपूर्ण अवसरों को खो सकते हैं। अपनी वाणी में नियन्त्रण रखने की आवश्यकता है। अप्रियकार्यों में आप रुचि ले सकते हैं। बच्चों को पर्याप्त ध्यान अवश्य दें। ऑनलाइन पेमेन्ट आदि के दौरान विशेष सावधानी रखें।: [98, 1808, 476, 1846]
- rashifal-item: [98, 1403, 476, 1443]
- rashi-separator: [98, 1292, 476, 1293]
- mayank-author-photo: [522, 786, 674, 964]
- newspaper-logo: [12, 5, 128, 51]
- rashi-separator: [98, 1090, 476, 1091]
- rashifal-box: [12, 955, 482, 2217]
- story3-text-3: यह एक ऐसा समय था जब लोकतंत्र की हत्या कर दी गई थी। संविधान की मूल भावना को कुचल दिया गया था। 42वें संविधान संशोधन के जरिए न्यायपालिका की शक्तियों को कम किया गया और संविधान की प्रस्तावना तक बदल दी गई। आरएसएस समेत कई संगठनों पर प्रतिबंध लगा दिया गया। संघ के हजारों स्वयंसेवकों ने भूमिगत रहकर आपातकाल के विरुद्ध आंदोलन चलाया और लोकतंत्र की बहाली के लिए संघर्ष किया।: [860, 1740, 996, 1887]
- leo-icon: ♌: [24, 1413, 82, 1471]
- rashifal-item: [98, 1908, 476, 1948]
- story1-text-a: कृतज्ञ राष्ट्र हर साल 27 जून को सुप्रसिद्ध साहित्यकार और पत्रकार बंकिम चंद्र चटोपाध्याय को उनकी जयंती पर याद करता है। 27 जून, 1838 को बंगाल के उत्तरी चौबीस परगना जिला अंतर्गत कंठालपाड़ा नैहाटी में जन्मे बंकिम चंद्र चटोपाध्याय गीत 'वन्दे मातरम्' अजर-अमर है। यह देश का राष्ट्रगीत है। उनका पूरा जीवन स्वत्व और स्वाभिमान जागरण अभियान के लिए समर्पित रहा। उनका हर आंदोलन स्वाधीनता संघर्ष का महामंत्र बना है। वन्दे मातरम् का उद्घोष सशस्त्र क्रान्तिकारियों और अहिंसक आंदोलनकारियों ने किया है। कहीं-कहीं उनके जन्म तिथि 26 जून भी लिखी है। उनके पिता यादवचन्द्र चटोपाध्याय का परिवार संपन्न और सुसंस्कृत था। माता दुर्गा देवी भी परंपराओं के प्रति पूर्णतया समर्पित थीं। राष्ट्र स्वाभिमान और सांस्कृतिक बोध उनके संस्कारों में था। उनकी शिक्षा हुगली कॉलेज और प्रेसीडेंसी कॉलेज में हुई। देश में जब 1857 की क्रान्ति आरंभ हुई तब वे महाविद्यालयीन छात्र थे। बीए कर रहे थे। अंग्रेजों ने क्रान्ति के दमन के लिए जो सामूहिक नरसंहार किए उनके समाचार प्रतिदिन आ रहे थे। उन्होंने क्रान्ति के कारणों को भी समझा और विफलता को भी। इस पूरी अवधि में वे मानसिक रूप से उद्वेलित तो हुए पर अपनी पढ़ाई से विचलित नहीं हुए। 1857 में ही प्रेसीडेंसी कालेज से बीए की उपाधि लेने वाले वे पहले भारतीय विद्यार्थी थे। इस कारण तत्कालीन अंग्रेज सरकार ने: [502, 127, 717, 397]
- rashifal-item: [98, 1706, 476, 1746]
